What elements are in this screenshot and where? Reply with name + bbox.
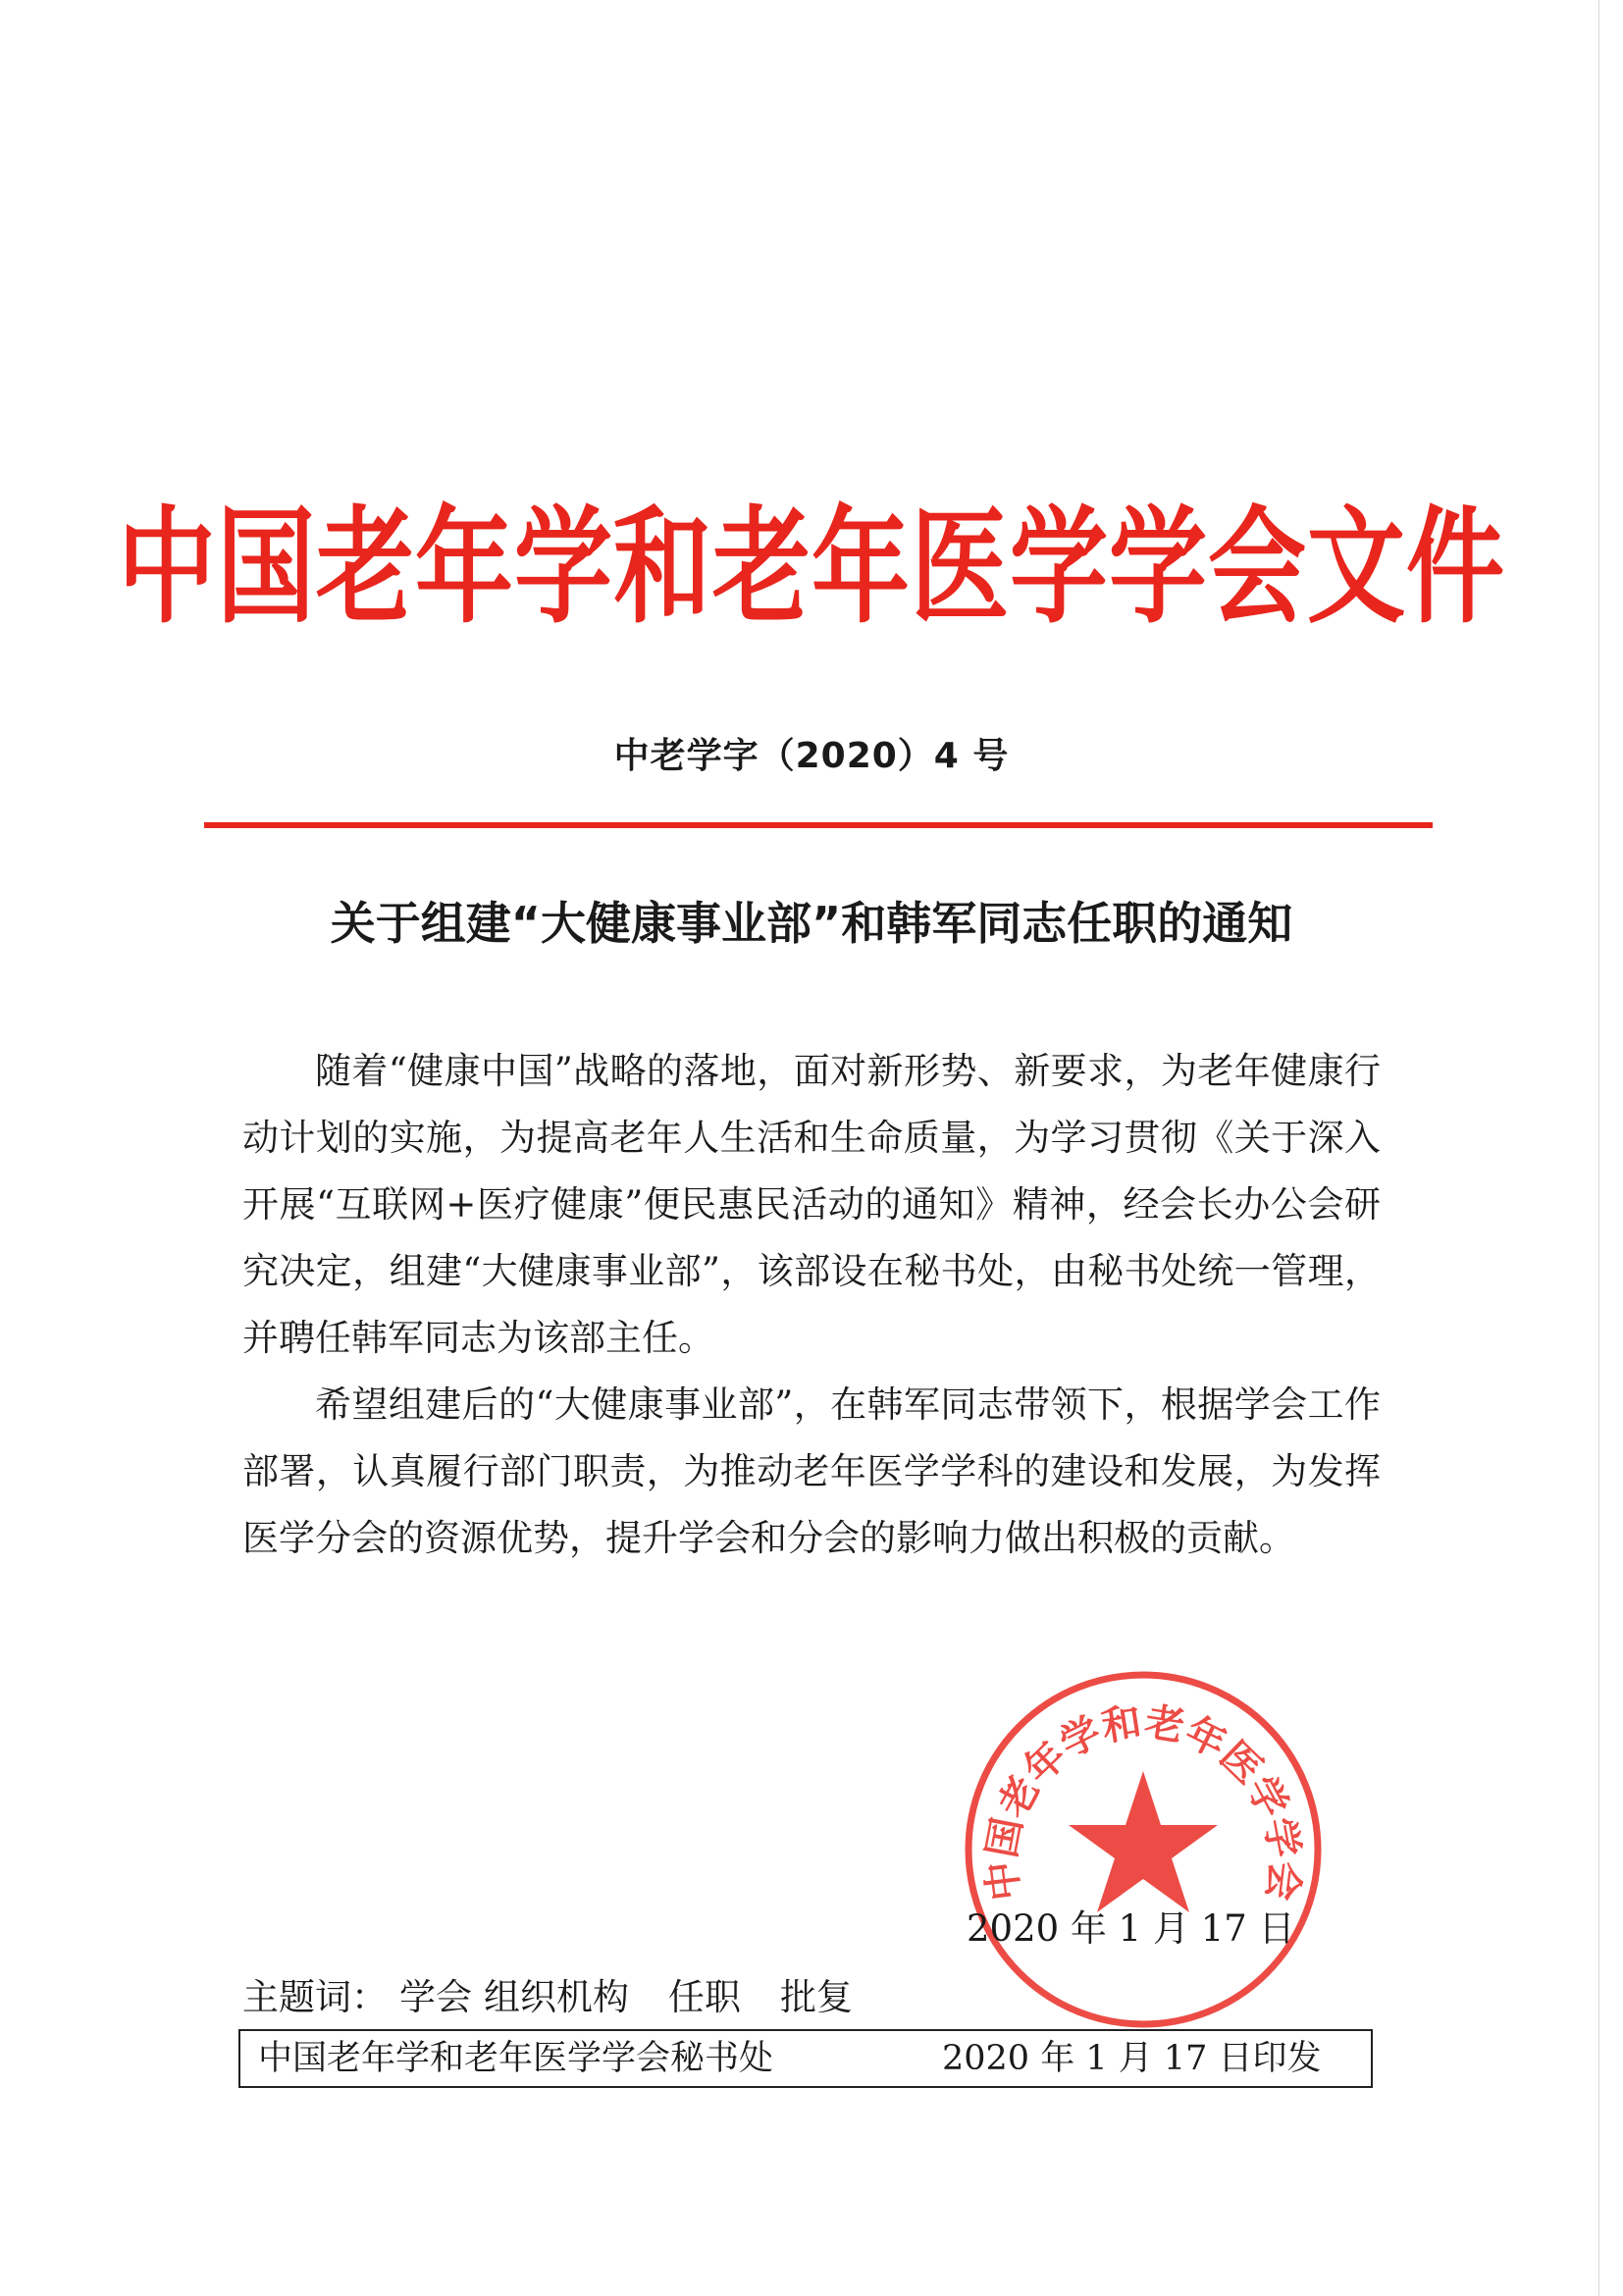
notice-title: 关于组建“大健康事业部”和韩军同志任职的通知 xyxy=(330,897,1293,950)
document-number: 中老学字（2020）4 号 xyxy=(613,736,1010,776)
topic-item: 任职 xyxy=(668,1976,741,2018)
topic-item: 批复 xyxy=(780,1976,853,2018)
issuing-office: 中国老年学和老年医学学会秘书处 xyxy=(258,2039,774,2078)
official-seal xyxy=(962,1668,1325,2031)
document-header: 中国老年学和老年医学学会文件 xyxy=(118,494,1505,641)
body-paragraph: 希望组建后的“大健康事业部”，在韩军同志带领下，根据学会工作部署，认真履行部门职责，为推动老年医学学科的建设和发展，为发挥医学分会的资源优势，提升学会和分会的影响力做出积极的贡献。 xyxy=(242,1383,1381,1559)
star-icon xyxy=(1069,1771,1218,1912)
topic-item: 组织机构 xyxy=(484,1976,629,2018)
issue-date: 2020 年 1 月 17 日印发 xyxy=(942,2039,1322,2078)
body-paragraph: 随着“健康中国”战略的落地，面对新形势、新要求，为老年健康行动计划的实施，为提高老年人生活和生命质量，为学习贯彻《关于深入开展“互联网+医疗健康”便民惠民活动的通知》精神，经会长办公会研究决定，组建“大健康事业部”，该部设在秘书处，由秘书处统一管理，并聘任韩军同志为该部主任。 xyxy=(242,1050,1381,1359)
page-edge xyxy=(1598,0,1599,2296)
red-divider xyxy=(204,822,1433,828)
signature-date: 2020 年 1 月 17 日 xyxy=(967,1907,1295,1950)
topic-item: 学会 xyxy=(399,1976,472,2018)
topic-label: 主题词： xyxy=(242,1976,388,2018)
notice-body xyxy=(242,1038,1381,1572)
issue-info-box xyxy=(238,2029,1373,2088)
seal-ring-text: 中国老年学和老年医学学会 xyxy=(978,1699,1308,1904)
topic-words xyxy=(242,1967,864,2020)
